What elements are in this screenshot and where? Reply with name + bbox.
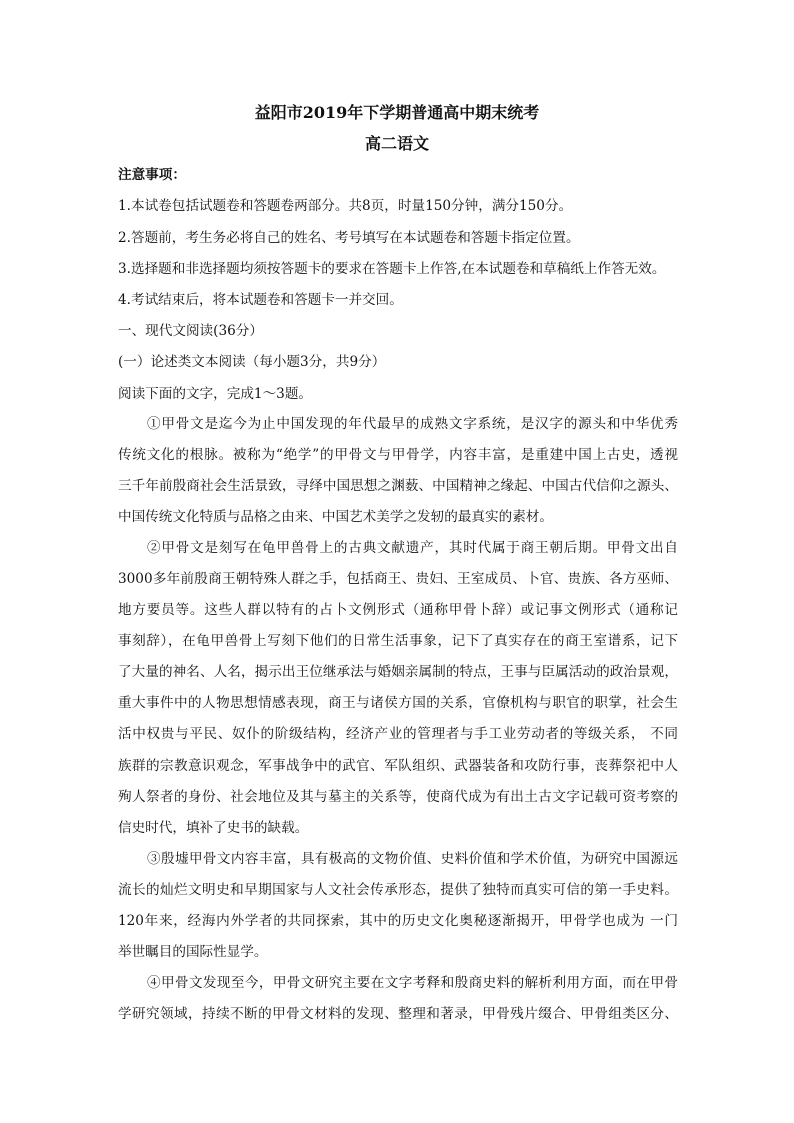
passage-line: 传统文化的根脉。被称为“绝学”的甲骨文与甲骨学，内容丰富，是重建中国上古史，透视 [118,447,678,463]
passage-line: ①甲骨文是迄今为止中国发现的年代最早的成熟文字系统，是汉字的源头和中华优秀 [147,416,678,432]
passage-line: 3000多年前殷商王朝特殊人群之手，包括商王、贵妇、王室成员、卜官、贵族、各方巫师、 [118,571,678,587]
passage-line: 三千年前殷商社会生活景致，寻绎中国思想之渊薮、中国精神之缘起、中国古代信仰之源头、 [118,478,678,494]
passage-line: ④甲骨文发现至今，甲骨文研究主要在文字考释和殷商史料的解析利用方面，而在甲骨 [147,975,678,991]
passage-line: 信史时代，填补了史书的缺载。 [118,820,309,836]
notice-item: 3.选择题和非选择题均须按答题卡的要求在答题卡上作答,在本试题卷和草稿纸上作答无效。 [118,261,666,277]
passage-line: 了大量的神名、人名，揭示出王位继承法与婚姻亲属制的特点，王事与臣属活动的政治景观， [118,664,678,680]
passage-line: 殉人祭者的身份、社会地位及其与墓主的关系等，使商代成为有出土古文字记载可资考察的 [118,789,678,805]
exam-title: 益阳市2019年下学期普通高中期末统考 [254,103,540,122]
passage-line: 地方要员等。这些人群以特有的占卜文例形式（通称甲骨卜辞）或记事文例形式（通称记 [118,602,678,618]
notice-heading: 注意事项： [118,167,186,183]
passage-line: 中国传统文化特质与品格之由来、中国艺术美学之发轫的最真实的素材。 [118,509,553,525]
passage-line: ②甲骨文是刻写在龟甲兽骨上的古典文献遗产，其时代属于商王朝后期。甲骨文出自 [147,540,678,556]
passage-line: 学研究领域，持续不断的甲骨文材料的发现、整理和著录，甲骨残片缀合、甲骨组类区分、 [118,1006,678,1022]
passage-line: ③殷墟甲骨文内容丰富，具有极高的文物价值、史料价值和学术价值，为研究中国源远 [147,851,678,867]
passage-line: 事刻辞），在龟甲兽骨上写刻下他们的日常生活事象，记下了真实存在的商王室谱系，记下 [118,633,678,649]
passage-line: 族群的宗教意识观念，军事战争中的武官、军队组织、武器装备和攻防行事，丧葬祭祀中人 [118,758,678,774]
exam-subtitle: 高二语文 [364,134,429,153]
notice-item: 4.考试结束后，将本试题卷和答题卡一并交回。 [118,292,403,308]
passage-line: 活中权贵与平民、奴仆的阶级结构，经济产业的管理者与手工业劳动者的等级关系， 不同 [118,726,678,742]
section-heading: 一、现代文阅读(36分） [118,323,263,339]
notice-item: 1.本试卷包括试题卷和答题卷两部分。共8页，时量150分钟，满分150分。 [118,198,573,214]
notice-item: 2.答题前，考生务必将自己的姓名、考号填写在本试题卷和答题卡指定位置。 [118,230,580,246]
passage-line: 重大事件中的人物思想情感表现，商王与诸侯方国的关系，官僚机构与职官的职掌，社会生 [118,695,678,711]
reading-instruction: 阅读下面的文字，完成1～3题。 [118,386,313,402]
subsection-heading: (一）论述类文本阅读（每小题3分，共9分） [118,354,386,370]
passage-line: 举世瞩目的国际性显学。 [118,944,268,960]
passage-line: 流长的灿烂文明史和早期国家与人文社会传承形态，提供了独特而真实可信的第一手史料。 [118,882,678,898]
passage-line: 120年来，经海内外学者的共同探索，其中的历史文化奥秘逐渐揭开，甲骨学也成为 一门 [118,913,678,929]
